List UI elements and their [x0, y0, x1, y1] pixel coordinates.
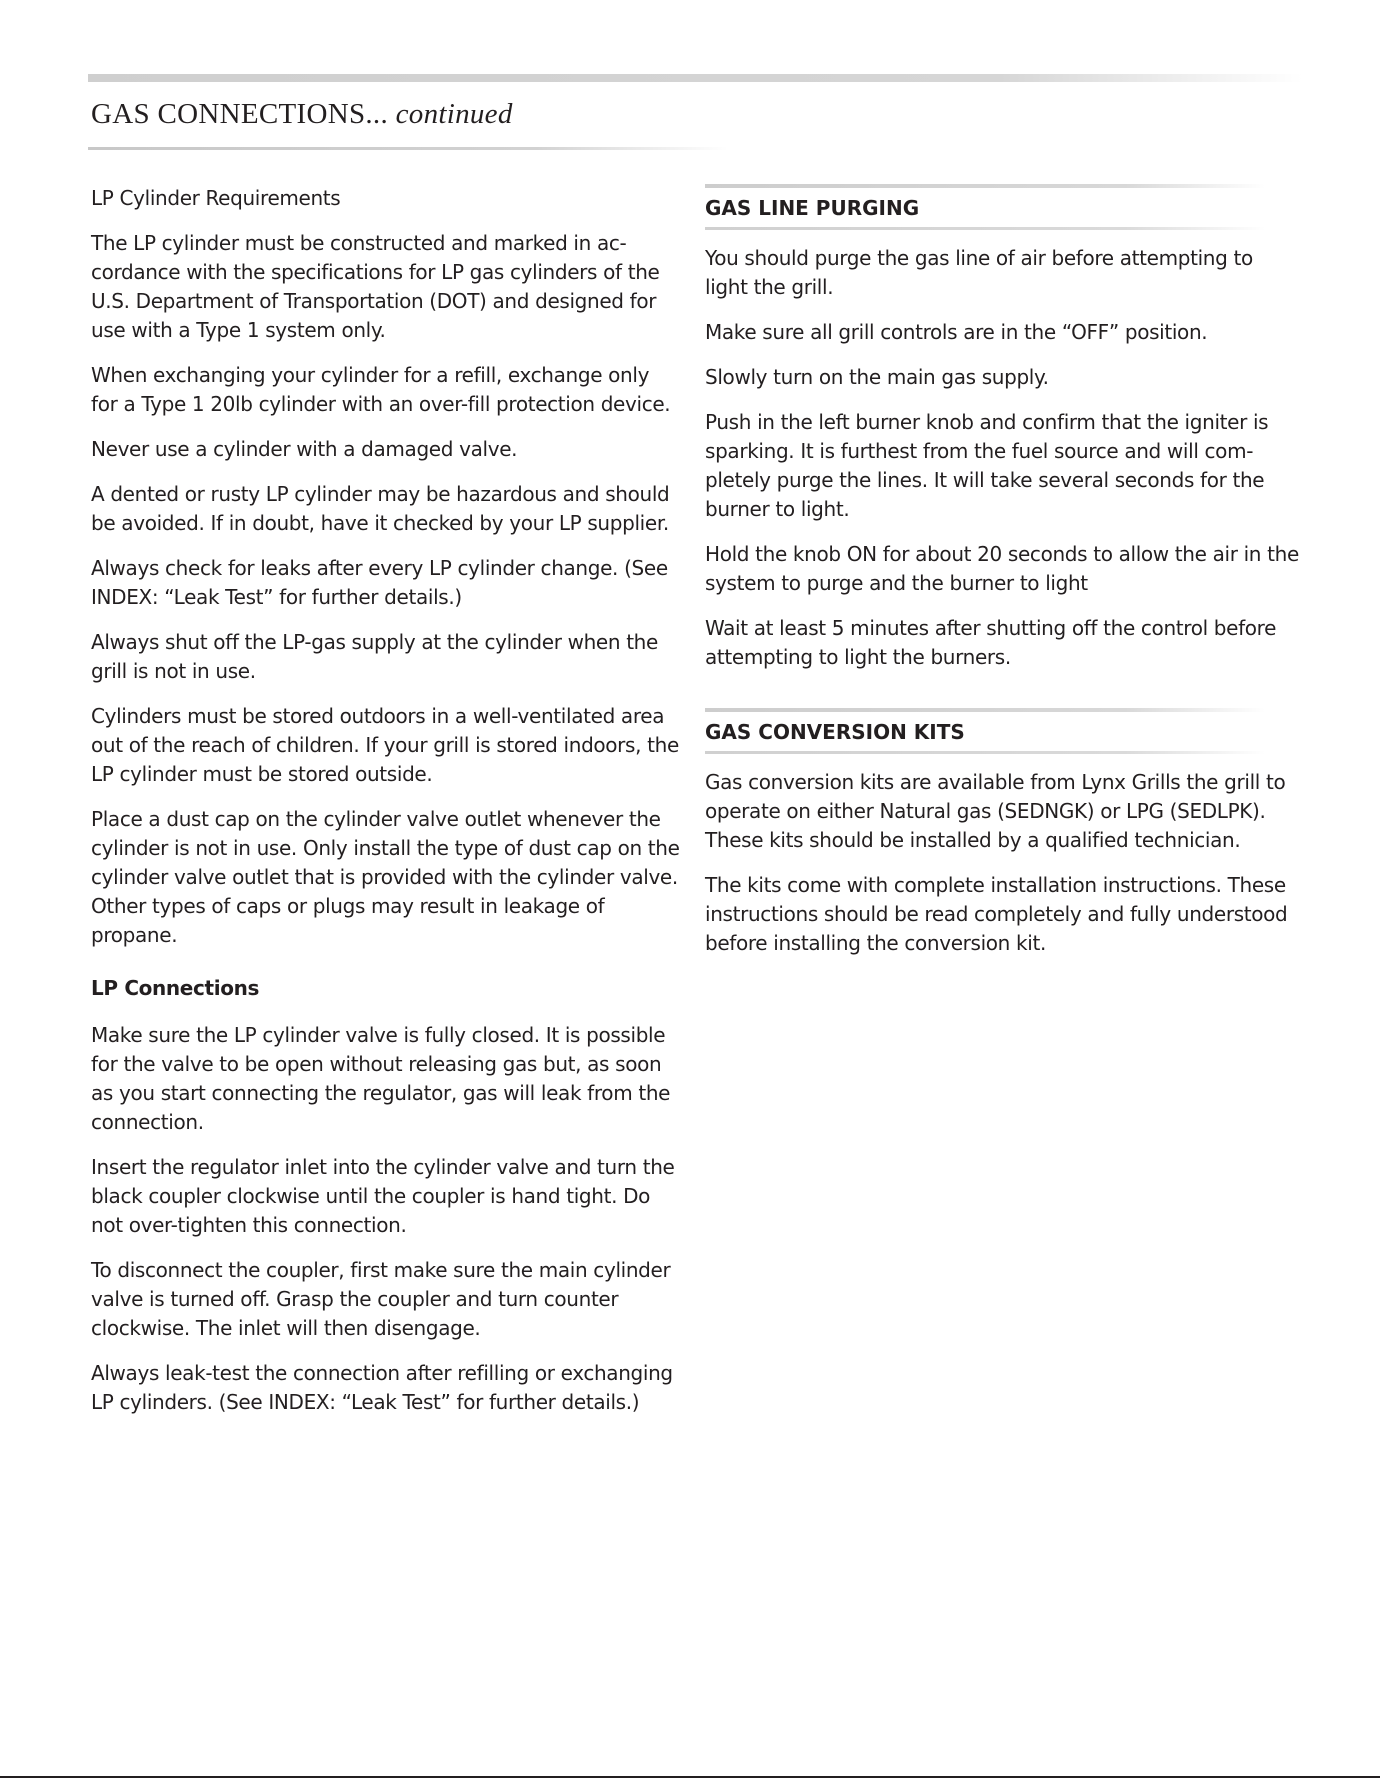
right-column — [705, 184, 1300, 974]
left-column — [91, 184, 681, 1433]
lp-cylinder-requirements-heading: LP Cylinder Requirements — [91, 186, 341, 210]
section-top-rule — [705, 184, 1265, 188]
page-title-main: GAS CONNECTIONS... — [91, 98, 389, 130]
title-underline-rule — [88, 147, 728, 150]
paragraph: Never use a cylinder with a damaged valve. — [91, 437, 518, 461]
paragraph: A dented or rusty LP cylinder may be hazardous and should be avoided. If in doubt, have it checked by your LP supplier. — [91, 482, 670, 535]
paragraph: The kits come with complete installation instructions. These instructions should be read completely and fully understood before installing the conversion kit. — [705, 873, 1288, 955]
paragraph: Always check for leaks after every LP cylinder change. (See INDEX: “Leak Test” for further details.) — [91, 556, 668, 609]
lp-connections-heading: LP Connections — [91, 976, 260, 1000]
paragraph: Wait at least 5 minutes after shutting off the control before attempting to light the burners. — [705, 616, 1277, 669]
paragraph: Push in the left burner knob and confirm that the igniter is sparking. It is furthest from the fuel source and will completely purge the lines. It will take several seconds for the burner to light. — [705, 410, 1269, 521]
section-top-rule — [705, 708, 1265, 712]
page-title — [91, 98, 513, 131]
section-spacer — [705, 688, 1300, 708]
paragraph: When exchanging your cylinder for a refill, exchange only for a Type 1 20lb cylinder with an over-fill protection device. — [91, 363, 671, 416]
gas-conversion-kits-heading: GAS CONVERSION KITS — [705, 720, 965, 744]
footer-rule — [0, 1776, 1380, 1778]
paragraph: Hold the knob ON for about 20 seconds to allow the air in the system to purge and the burner to light — [705, 542, 1299, 595]
paragraph: Gas conversion kits are available from Lynx Grills the grill to operate on either Natural gas (SEDNGK) or LPG (SEDLPK). These kits should be installed by a qualified technician. — [705, 770, 1286, 852]
gas-line-purging-heading: GAS LINE PURGING — [705, 196, 920, 220]
paragraph: Make sure the LP cylinder valve is fully closed. It is possible for the valve to be open without releasing gas but, as soon as you start connecting the regulator, gas will leak from the connection. — [91, 1023, 671, 1134]
section-underline-rule — [705, 751, 1265, 754]
paragraph: Make sure all grill controls are in the “OFF” position. — [705, 320, 1208, 344]
paragraph: Slowly turn on the main gas supply. — [705, 365, 1049, 389]
paragraph: To disconnect the coupler, first make sure the main cylinder valve is turned off. Grasp the coupler and turn counter clockwise. The inlet will then disengage. — [91, 1258, 671, 1340]
header-top-rule — [88, 74, 1303, 82]
paragraph: The LP cylinder must be constructed and marked in accordance with the specifications for LP gas cylinders of the U.S. Department of Transportation (DOT) and designed for use with a Type 1 system only. — [91, 231, 660, 342]
paragraph: Cylinders must be stored outdoors in a well-ventilated area out of the reach of children. If your grill is stored indoors, the LP cylinder must be stored outside. — [91, 704, 679, 786]
section-underline-rule — [705, 227, 1265, 230]
paragraph: Insert the regulator inlet into the cylinder valve and turn the black coupler clockwise until the coupler is hand tight. Do not over-tighten this connection. — [91, 1155, 675, 1237]
paragraph: You should purge the gas line of air before attempting to light the grill. — [705, 246, 1253, 299]
paragraph: Always shut off the LP-gas supply at the cylinder when the grill is not in use. — [91, 630, 658, 683]
page-title-continued: continued — [395, 98, 513, 130]
paragraph: Always leak-test the connection after refilling or exchanging LP cylinders. (See INDEX: “Leak Test” for further details.) — [91, 1361, 673, 1414]
paragraph: Place a dust cap on the cylinder valve outlet whenever the cylinder is not in use. Only install the type of dust cap on the cylinder valve outlet that is provided with the cylinder valve. Other types of caps or plugs may result in leakage of propane. — [91, 807, 680, 947]
